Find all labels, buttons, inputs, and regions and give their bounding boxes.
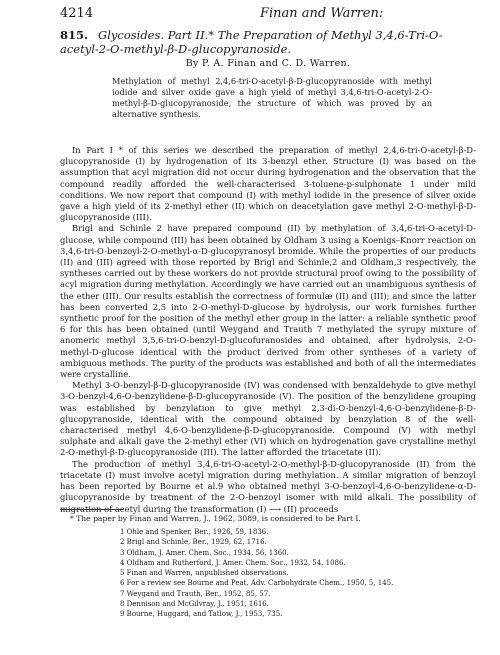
page-number: 4214 bbox=[60, 6, 94, 21]
article-body bbox=[60, 145, 476, 515]
abstract: Methylation of methyl 2,4,6-tri-O-acetyl-β-D-glucopyranoside with methyl iodide and silver oxide gave a high yield of methyl 3,4,6-tri-O-acetyl-2-O-methyl-β-D-glucopyranoside, the structure of which was proved by an alternative synthesis. bbox=[112, 76, 432, 119]
body-paragraph: In Part I * of this series we described the preparation of methyl 2,4,6-tri-O-acetyl-β-D-glucopyranoside (I) by hydrogenation of its 3-benzyl ether. Structure (I) was based on the assumption that acyl migration did not occur during hydrogenation and the observation that the compound readily afforded the well-characterised 3-toluene-p-sulphonate 1 under mild conditions. We now report that compound (I) with methyl iodide in the presence of silver oxide gave a high yield of its 2-methyl ether (II) which on deacetylation gave methyl 2-O-methyl-β-D-glucopyranoside (III). bbox=[60, 145, 476, 223]
body-paragraph: Methyl 3-O-benzyl-β-D-glucopyranoside (IV) was condensed with benzaldehyde to give methyl 3-O-benzyl-4,6-O-benzylidene-β-D-glucopyranoside (V). The position of the benzylidene grouping was established by benzylation to give methyl 2,3-di-O-benzyl-4,6-O-benzylidene-β-D-glucopyranoside, identical with the compound obtained by benzylation 8 of the well-characterised methyl 4,6-O-benzylidene-β-D-glucopyranoside. Compound (V) with methyl sulphate and alkali gave the 2-methyl ether (VI) which on hydrogenation gave crystalline methyl 2-O-methyl-β-D-glucopyranoside (III). The latter afforded the triacetate (II). bbox=[60, 380, 476, 458]
reference-list bbox=[120, 527, 476, 620]
footnote-text: * The paper by Finan and Warren, J., 1962, 3089, is considered to be Part I. bbox=[70, 514, 361, 523]
running-title: Finan and Warren: bbox=[260, 6, 384, 21]
article-authors: By P. A. Finan and C. D. Warren. bbox=[185, 58, 351, 69]
reference-item: 8 Dennison and McGilvray, J., 1951, 1616. bbox=[120, 600, 269, 609]
reference-item: 4 Oldham and Rutherford, J. Amer. Chem. Soc., 1932, 54, 1086. bbox=[120, 558, 346, 567]
article-title: Glycosides. Part II.* The Preparation of Methyl 3,4,6-Tri-O-acetyl-2-O-methyl-β-D-glucopyranoside. bbox=[60, 28, 443, 56]
reference-item: 2 Brigl and Schinle, Ber., 1929, 62, 1716. bbox=[120, 538, 267, 547]
reference-item: 1 Ohle and Spenker, Ber., 1926, 59, 1836. bbox=[120, 528, 269, 536]
reference-item: 5 Finan and Warren, unpublished observations. bbox=[120, 569, 289, 578]
footnote bbox=[60, 514, 476, 527]
article-title-block bbox=[60, 28, 476, 56]
article-number: 815. bbox=[60, 28, 89, 42]
reference-item: 3 Oldham, J. Amer. Chem. Soc., 1934, 56, 1360. bbox=[120, 548, 289, 557]
reference-item: 6 For a review see Bourne and Peat, Adv. Carbohydrate Chem., 1950, 5, 145. bbox=[120, 579, 394, 588]
footnote-divider bbox=[60, 509, 124, 510]
reference-item: 7 Weygand and Trauth, Ber., 1952, 85, 57. bbox=[120, 589, 271, 598]
reference-item: 9 Bourne, Huggard, and Tatlow, J., 1953, 735. bbox=[120, 610, 283, 619]
page-header bbox=[60, 6, 476, 22]
body-paragraph: The production of methyl 3,4,6-tri-O-acetyl-2-O-methyl-β-D-glucopyranoside (II) from the triacetate (I) must involve acetyl migration during methylation. A similar migration of benzoyl has been reported by Bourne et al.9 who obtained methyl 3-O-benzoyl-4,6-O-benzylidene-α-D-glucopyranoside by treatment of the 2-O-benzoyl isomer with mild alkali. The possibility of migration of acetyl during the transformation (I) ⟶ (II) proceeds bbox=[60, 458, 476, 514]
body-paragraph: Brigl and Schinle 2 have prepared compound (II) by methylation of 3,4,6-tri-O-acetyl-D-glucose, while compound (III) has been obtained by Oldham 3 using a Koenigs–Knorr reaction on 3,4,6-tri-O-benzoyl-2-O-methyl-α-D-glucopyranosyl bromide. While the properties of our products (II) and (III) agreed with those reported by Brigl and Schinle,2 and Oldham,3 respectively, the syntheses carried out by these workers do not provide structural proof owing to the possibility of acyl migration during methylation. Accordingly we have carried out an unambiguous synthesis of the ether (III). Our results establish the correctness of formulæ (II) and (III); and since the latter has been converted 2,5 into 2-O-methyl-D-glucose by hydrolysis, our work furnishes further synthetic proof for the position of the methyl ether group in the latter: a reliable synthetic proof 6 for this has been obtained (until Weygand and Trauth 7 methylated the syrupy mixture of anomeric methyl 3,5,6-tri-O-benzyl-D-glucofuranosides and obtained, after hydrolysis, 2-O-methyl-D-glucose identical with the product derived from other syntheses of a variety of ambiguous methods. The purity of the products was established and both of all the intermediates were crystalline. bbox=[60, 223, 476, 380]
